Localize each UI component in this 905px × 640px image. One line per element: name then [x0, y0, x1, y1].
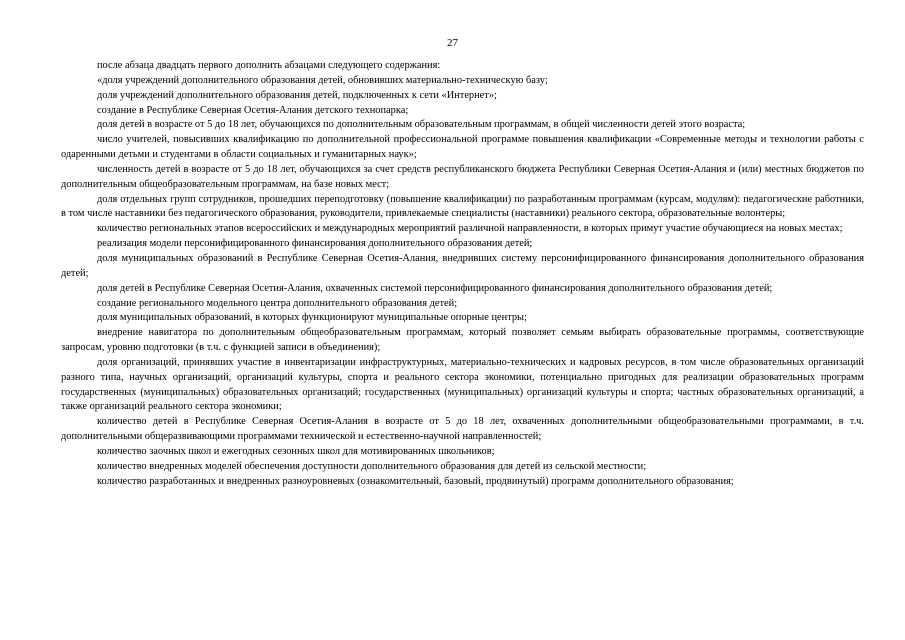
paragraph: доля муниципальных образований в Республике Северная Осетия-Алания, внедривших систему персонифицированного финансирования дополнительного образования детей;	[61, 252, 864, 279]
paragraph: доля организаций, принявших участие в инвентаризации инфраструктурных, материально-технических и кадровых ресурсов, в том числе образовательных организаций разного типа, научных организаций, организаций культуры, спорта и реального сектора экономики, потенциально пригодных для реализации образовательных программ государственных (муниципальных) образовательных организаций; государственных (муниципальных) организаций культуры и спорта; частных образовательных организаций, а также организаций реального сектора экономики;	[61, 356, 864, 413]
paragraph: количество разработанных и внедренных разноуровневых (ознакомительный, базовый, продвинутый) программ дополнительного образования;	[97, 475, 734, 487]
paragraph: количество внедренных моделей обеспечения доступности дополнительного образования для детей из сельской местности;	[97, 460, 647, 472]
document-body	[61, 59, 864, 489]
paragraph: доля отдельных групп сотрудников, прошедших переподготовку (повышение квалификации) по разработанным программам (курсам, модулям): педагогические работники, в том числе наставники без педагогического образования, руководители, привлекаемые специалисты (наставники) реального сектора, образовательные волонтеры;	[61, 193, 864, 220]
paragraph: число учителей, повысивших квалификацию по дополнительной профессиональной программе повышения квалификации «Современные методы и технологии работы с одаренными детьми и студентами в области социальных и гуманитарных наук»;	[61, 134, 864, 161]
paragraph: внедрение навигатора по дополнительным общеобразовательным программам, который позволяет семьям выбирать образовательные программы, соответствующие запросам, уровню подготовки (в т.ч. с функцией записи в объединения);	[61, 327, 864, 354]
paragraph: доля детей в Республике Северная Осетия-Алания, охваченных системой персонифицированного финансирования дополнительного образования детей;	[97, 282, 773, 294]
page-number: 27	[447, 37, 458, 49]
paragraph: доля детей в возрасте от 5 до 18 лет, обучающихся по дополнительным образовательным программам, в общей численности детей этого возраста;	[97, 119, 746, 131]
paragraph: доля муниципальных образований, в которых функционируют муниципальные опорные центры;	[97, 312, 527, 324]
paragraph: реализация модели персонифицированного финансирования дополнительного образования детей;	[97, 238, 533, 250]
paragraph: количество заочных школ и ежегодных сезонных школ для мотивированных школьников;	[97, 445, 495, 457]
paragraph: численность детей в возрасте от 5 до 18 лет, обучающихся за счет средств республиканского бюджета Республики Северная Осетия-Алания и (или) местных бюджетов по дополнительным общеобразовательным программам, на базе новых мест;	[61, 163, 864, 190]
paragraph: после абзаца двадцать первого дополнить абзацами следующего содержания:	[97, 60, 441, 71]
paragraph: создание регионального модельного центра дополнительного образования детей;	[97, 297, 458, 309]
paragraph: создание в Республике Северная Осетия-Алания детского технопарка;	[97, 104, 409, 116]
paragraph: доля учреждений дополнительного образования детей, подключенных к сети «Интернет»;	[97, 89, 497, 101]
paragraph: «доля учреждений дополнительного образования детей, обновивших материально-техническую базу;	[97, 74, 548, 86]
paragraph: количество детей в Республике Северная Осетия-Алания в возрасте от 5 до 18 лет, охваченных дополнительными общеобразовательными программами, в т.ч. дополнительными общеразвивающими программами технической и естественно-научной направленностей;	[61, 416, 864, 443]
paragraph: количество региональных этапов всероссийских и международных мероприятий различной направленности, в которых примут участие обучающиеся на новых местах;	[97, 223, 843, 235]
